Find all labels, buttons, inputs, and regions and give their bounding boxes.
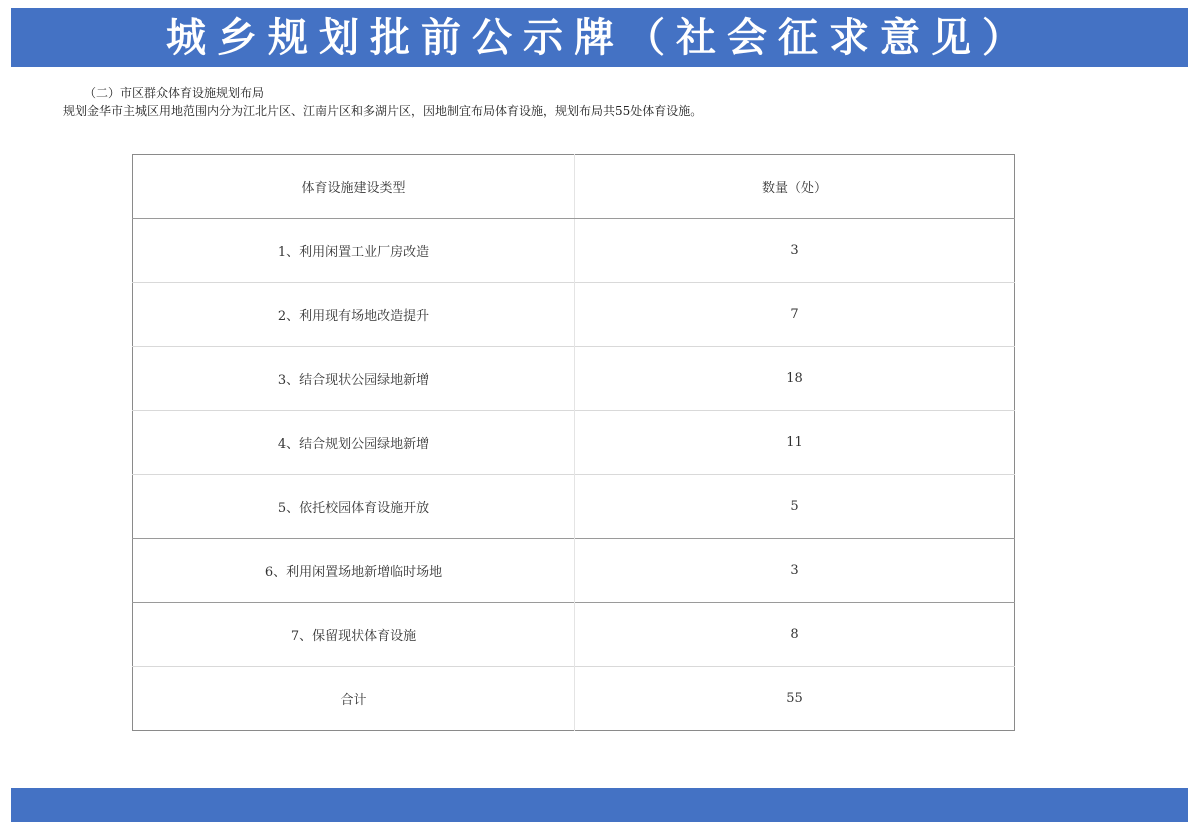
table-row — [133, 475, 1015, 539]
page-title: 城乡规划批前公示牌（社会征求意见） — [166, 14, 1033, 61]
table-row — [133, 411, 1015, 475]
facility-type-cell: 2、利用现有场地改造提升 — [133, 283, 575, 347]
facility-count-cell: 5 — [575, 475, 1015, 539]
table-row — [133, 603, 1015, 667]
top-banner — [11, 8, 1188, 67]
facility-count-cell: 7 — [575, 283, 1015, 347]
facility-count-cell: 3 — [575, 219, 1015, 283]
facility-type-cell: 6、利用闲置场地新增临时场地 — [133, 539, 575, 603]
facility-count-cell: 11 — [575, 411, 1015, 475]
total-count-cell: 55 — [575, 667, 1015, 731]
bottom-banner — [11, 788, 1188, 822]
column-header-count: 数量（处） — [575, 155, 1015, 219]
total-label-cell: 合计 — [133, 667, 575, 731]
table-row — [133, 539, 1015, 603]
table-row — [133, 219, 1015, 283]
table-header-row — [133, 155, 1015, 219]
facility-table — [132, 154, 1015, 731]
table-row — [133, 347, 1015, 411]
facility-type-cell: 5、依托校园体育设施开放 — [133, 475, 575, 539]
facility-type-cell: 7、保留现状体育设施 — [133, 603, 575, 667]
section-description: 规划金华市主城区用地范围内分为江北片区、江南片区和多湖片区，因地制宜布局体育设施，规划布局共55处体育设施。 — [63, 104, 703, 118]
table-total-row — [133, 667, 1015, 731]
facility-count-cell: 18 — [575, 347, 1015, 411]
facility-type-cell: 1、利用闲置工业厂房改造 — [133, 219, 575, 283]
facility-type-cell: 4、结合规划公园绿地新增 — [133, 411, 575, 475]
facility-count-cell: 8 — [575, 603, 1015, 667]
section-heading: （二）市区群众体育设施规划布局 — [84, 86, 265, 100]
table-row — [133, 283, 1015, 347]
facility-type-cell: 3、结合现状公园绿地新增 — [133, 347, 575, 411]
intro-section — [63, 84, 702, 120]
column-header-type: 体育设施建设类型 — [133, 155, 575, 219]
facility-count-cell: 3 — [575, 539, 1015, 603]
